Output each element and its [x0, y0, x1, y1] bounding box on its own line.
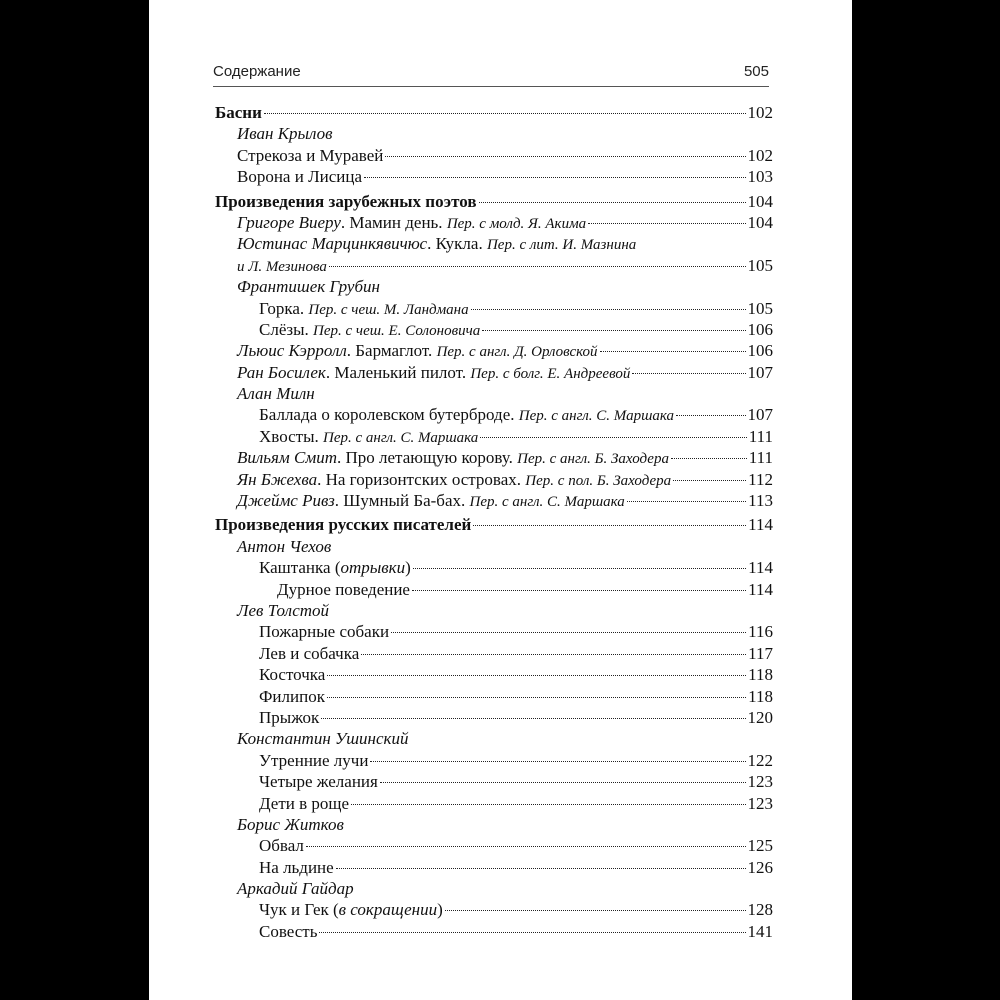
- toc-entry-title: [237, 469, 671, 492]
- toc-entry-title: [259, 835, 304, 856]
- dot-leader: [385, 155, 745, 157]
- dot-leader: [306, 845, 746, 847]
- toc-entry-title: [259, 707, 319, 728]
- book-page: [149, 0, 852, 1000]
- translator-note: и Л. Мезинова: [237, 258, 327, 275]
- toc-page-number: 128: [747, 900, 773, 920]
- translator-note: Пер. с англ. С. Маршака: [469, 494, 625, 511]
- translator-note: Пер. с англ. С. Маршака: [518, 408, 675, 425]
- toc-entry-title: [259, 771, 378, 792]
- toc-entry-title: [277, 579, 410, 600]
- toc-page-number: 116: [748, 622, 773, 642]
- toc-page-number: 114: [748, 558, 773, 578]
- toc-entry-title: [237, 728, 408, 749]
- toc-author: [215, 600, 773, 621]
- dot-leader: [329, 265, 746, 267]
- title-text: . Маленький пилот.: [325, 362, 471, 382]
- toc-page-number: 107: [747, 405, 773, 425]
- toc-page-number: 118: [748, 665, 773, 685]
- dot-leader: [370, 760, 745, 762]
- italic-text: в сокращении: [338, 900, 438, 920]
- dot-leader: [676, 414, 745, 416]
- toc-entry-title: [237, 145, 383, 166]
- toc-page-number: 112: [748, 469, 773, 489]
- title-text: Чук и Гек (: [259, 900, 339, 920]
- italic-text: Ран Босилек: [237, 362, 326, 382]
- title-text: . Шумный Ба-бах.: [334, 491, 470, 511]
- toc-entry: [215, 771, 773, 792]
- toc-entry-title: [259, 686, 325, 707]
- toc-entry-title: [237, 166, 362, 187]
- italic-text: Франтишек Грубин: [237, 277, 380, 297]
- translator-note: Пер. с англ. Д. Орловской: [436, 344, 598, 361]
- toc-entry-title: [259, 557, 411, 578]
- toc-entry: [215, 145, 773, 166]
- italic-text: Григоре Виеру: [237, 212, 341, 232]
- toc-entry-title: [259, 298, 469, 321]
- title-text: . Бармаглот.: [346, 341, 437, 361]
- toc-section: [215, 191, 773, 212]
- dot-leader: [380, 781, 746, 783]
- toc-entry: [215, 621, 773, 642]
- toc-page-number: 141: [747, 921, 773, 941]
- toc-entry-title: [259, 664, 325, 685]
- dot-leader: [480, 436, 746, 438]
- title-text: На льдине: [259, 857, 334, 877]
- title-text: Хвосты.: [259, 426, 324, 446]
- dot-leader: [391, 631, 746, 633]
- title-text: . Мамин день.: [340, 212, 447, 232]
- italic-text: отрывки: [340, 558, 406, 578]
- toc-entry: [215, 298, 773, 319]
- toc-page-number: 111: [748, 426, 773, 446]
- toc-page-number: 123: [747, 793, 773, 813]
- title-text: Филипок: [259, 686, 325, 706]
- toc-page-number: 113: [748, 491, 773, 511]
- toc-author: [215, 233, 773, 254]
- toc-page-number: 105: [747, 255, 773, 275]
- running-head-title: Содержание: [213, 63, 301, 80]
- toc-entry-title: [237, 123, 333, 144]
- toc-page-number: 118: [748, 686, 773, 706]
- translator-note: Пер. с чеш. Е. Солоновича: [313, 322, 481, 339]
- toc-entry: [215, 686, 773, 707]
- dot-leader: [588, 222, 745, 224]
- dot-leader: [479, 201, 746, 203]
- toc-entry-title: [259, 921, 317, 942]
- title-text: Слёзы.: [259, 319, 314, 339]
- toc-entry: [215, 835, 773, 856]
- italic-text: Константин Ушинский: [237, 729, 409, 749]
- toc-entry: [215, 921, 773, 942]
- translator-note: Пер. с англ. С. Маршака: [323, 429, 479, 446]
- dot-leader: [319, 931, 745, 933]
- toc-entry: [215, 212, 773, 233]
- title-text: ): [405, 558, 411, 578]
- toc-page-number: 104: [747, 212, 773, 232]
- toc-entry-title: [237, 600, 329, 621]
- dot-leader: [336, 867, 746, 869]
- toc-entry: [215, 557, 773, 578]
- toc-page-number: 117: [748, 643, 773, 663]
- toc-page-number: 125: [747, 836, 773, 856]
- toc-author: [215, 536, 773, 557]
- toc-entry: [215, 899, 773, 920]
- title-text: Пожарные собаки: [259, 622, 390, 642]
- dot-leader: [351, 803, 745, 805]
- translator-note: Пер. с англ. Б. Заходера: [517, 451, 669, 468]
- toc-entry-title: [237, 276, 380, 297]
- italic-text: Борис Житков: [237, 814, 344, 834]
- italic-text: Алан Милн: [237, 384, 315, 404]
- dot-leader: [627, 500, 746, 502]
- toc-entry: [215, 793, 773, 814]
- dot-leader: [413, 567, 746, 569]
- toc-author: [215, 878, 773, 899]
- dot-leader: [600, 350, 746, 352]
- toc-section: [215, 514, 773, 535]
- translator-note: Пер. с чеш. М. Ландмана: [308, 301, 469, 318]
- toc-entry-title: [237, 490, 625, 513]
- toc-entry-title: [259, 750, 368, 771]
- italic-text: Ян Бжехва: [237, 469, 318, 489]
- italic-text: Льюис Кэрролл: [237, 341, 347, 361]
- toc-entry: [215, 750, 773, 771]
- toc-entry-title: [237, 255, 327, 278]
- title-text: Лев и собачка: [259, 643, 360, 663]
- toc-page-number: 123: [747, 772, 773, 792]
- title-text: Стрекоза и Муравей: [237, 145, 384, 165]
- toc-entry: [215, 579, 773, 600]
- toc-page-number: 102: [747, 145, 773, 165]
- dot-leader: [632, 372, 745, 374]
- italic-text: Юстинас Марцинкявичюс: [237, 234, 428, 254]
- toc-entry: [215, 255, 773, 276]
- italic-text: Антон Чехов: [237, 536, 332, 556]
- dot-leader: [361, 653, 746, 655]
- toc-page-number: 106: [747, 319, 773, 339]
- title-text: Горка.: [259, 298, 309, 318]
- toc-entry: [215, 469, 773, 490]
- toc-entry-title: [237, 447, 669, 470]
- title-text: ): [437, 900, 443, 920]
- dot-leader: [321, 717, 745, 719]
- title-text: . Кукла.: [427, 234, 487, 254]
- toc-page-number: 106: [747, 341, 773, 361]
- toc-page-number: 114: [748, 515, 773, 535]
- translator-note: Пер. с пол. Б. Заходера: [525, 472, 672, 489]
- title-text: . Про летающую корову.: [337, 448, 518, 468]
- toc-entry: [215, 166, 773, 187]
- italic-text: Иван Крылов: [237, 124, 333, 144]
- toc-entry-title: [237, 362, 630, 385]
- toc-page-number: 104: [747, 191, 773, 211]
- toc-entry: [215, 664, 773, 685]
- translator-note: Пер. с лит. И. Мазнина: [486, 237, 637, 254]
- title-text: Прыжок: [259, 707, 320, 727]
- dot-leader: [264, 112, 746, 114]
- title-text: Утренние лучи: [259, 750, 369, 770]
- toc-entry-title: [215, 102, 262, 123]
- toc-entry-title: [259, 899, 443, 920]
- toc-page-number: 105: [747, 298, 773, 318]
- translator-note: Пер. с болг. Е. Андреевой: [470, 365, 631, 382]
- toc-entry-title: [259, 643, 359, 664]
- toc-entry: [215, 340, 773, 361]
- toc-entry-title: [259, 621, 389, 642]
- dot-leader: [673, 479, 746, 481]
- toc-entry-title: [237, 878, 354, 899]
- title-text: Обвал: [259, 836, 304, 856]
- toc-entry-title: [237, 212, 586, 235]
- title-text: Произведения зарубежных поэтов: [215, 191, 477, 211]
- toc-page-number: 126: [747, 857, 773, 877]
- toc-entry-title: [215, 514, 471, 535]
- toc-page-number: 103: [747, 167, 773, 187]
- toc-entry-title: [259, 857, 334, 878]
- toc-entry-title: [237, 814, 344, 835]
- running-head: [213, 60, 769, 87]
- italic-text: Аркадий Гайдар: [237, 879, 354, 899]
- italic-text: Вильям Смит: [237, 448, 337, 468]
- title-text: Басни: [215, 103, 262, 122]
- toc-section: [215, 102, 773, 123]
- toc-author: [215, 276, 773, 297]
- page-number: 505: [743, 63, 769, 80]
- dot-leader: [473, 524, 746, 526]
- dot-leader: [327, 674, 746, 676]
- toc-entry-title: [259, 426, 478, 449]
- dot-leader: [471, 308, 746, 310]
- title-text: Ворона и Лисица: [237, 167, 362, 187]
- title-text: Косточка: [259, 665, 326, 685]
- toc-entry: [215, 404, 773, 425]
- toc-entry: [215, 490, 773, 511]
- title-text: Совесть: [259, 921, 318, 941]
- italic-text: Лев Толстой: [237, 600, 330, 620]
- dot-leader: [671, 457, 747, 459]
- toc-entry-title: [237, 383, 315, 404]
- toc-author: [215, 814, 773, 835]
- toc-author: [215, 123, 773, 144]
- dot-leader: [327, 696, 746, 698]
- toc-entry: [215, 643, 773, 664]
- toc-author: [215, 728, 773, 749]
- title-text: Дурное поведение: [277, 579, 410, 599]
- dot-leader: [364, 176, 746, 178]
- toc-author: [215, 383, 773, 404]
- title-text: Четыре желания: [259, 772, 378, 792]
- toc-entry-title: [259, 319, 480, 342]
- toc-entry-title: [259, 793, 349, 814]
- toc-entry: [215, 362, 773, 383]
- toc-page-number: 102: [747, 103, 773, 122]
- title-text: Баллада о королевском бутерброде.: [259, 405, 519, 425]
- toc-entry: [215, 426, 773, 447]
- toc-entry-title: [215, 191, 477, 212]
- toc-entry-title: [259, 404, 674, 427]
- dot-leader: [412, 589, 746, 591]
- dot-leader: [482, 329, 745, 331]
- title-text: Произведения русских писателей: [215, 515, 472, 535]
- toc-entry-title: [237, 340, 598, 363]
- toc-page-number: 107: [747, 362, 773, 382]
- toc-entry: [215, 707, 773, 728]
- title-text: Дети в роще: [259, 793, 350, 813]
- toc-entry: [215, 857, 773, 878]
- toc-entry: [215, 447, 773, 468]
- toc-page-number: 122: [747, 750, 773, 770]
- title-text: . На горизонтских островах.: [317, 469, 526, 489]
- toc-page-number: 114: [748, 579, 773, 599]
- toc-page-number: 111: [748, 448, 773, 468]
- dot-leader: [445, 909, 746, 911]
- toc-entry-title: [237, 233, 636, 256]
- toc-entry-title: [237, 536, 331, 557]
- title-text: Каштанка (: [259, 558, 341, 578]
- italic-text: Джеймс Ривз: [237, 491, 335, 511]
- toc-page-number: 120: [747, 707, 773, 727]
- table-of-contents: [215, 102, 773, 942]
- translator-note: Пер. с молд. Я. Акима: [446, 215, 587, 232]
- toc-entry: [215, 319, 773, 340]
